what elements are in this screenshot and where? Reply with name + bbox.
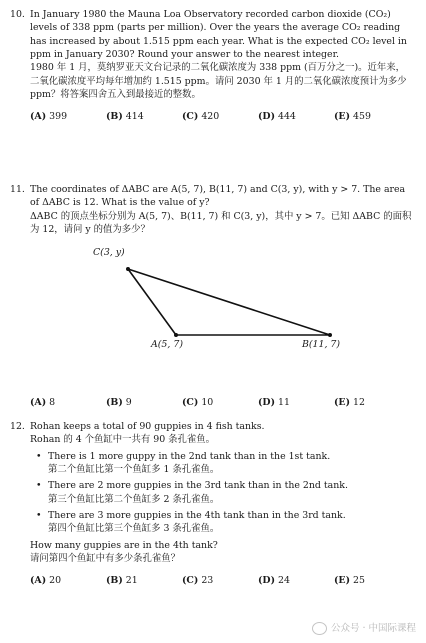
question-10 [10,8,414,124]
question-text-cn: 1980 年 1 月，莫纳罗亚天文台记录的二氧化碳浓度为 338 ppm (百万分之一)。近年来，二氧化碳浓度平均每年增加约 1.515 ppm。请问 2030 年 1 月的二氧化碳浓度预计为多少 ppm？将答案四舍五入到最接近的整数。 [30,62,407,101]
watermark [312,622,416,635]
vertex-b [328,333,332,337]
question-text-en: Rohan keeps a total of 90 guppies in 4 fish tanks. [30,421,265,432]
condition-text-cn: 第二个鱼缸比第一个鱼缸多 1 条孔雀鱼。 [48,464,220,476]
wechat-icon [312,622,327,635]
question-text-en: The coordinates of ΔABC are A(5, 7), B(11, 7) and C(3, y), with y > 7. The area of ΔABC is 12. What is the value of y? [30,184,406,209]
condition-list [30,450,414,536]
choice-e[interactable]: (E) 459 [334,111,371,123]
question-text-cn: ΔABC 的顶点坐标分别为 A(5, 7)、B(11, 7) 和 C(3, y)，其中 y > 7。已知 ΔABC 的面积为 12，请问 y 的值为多少？ [30,210,412,236]
answer-choices [30,110,414,123]
question-text-en: In January 1980 the Mauna Loa Observatory recorded carbon dioxide (CO₂) levels of 338 ppm (parts per million). Over the years the average CO₂ reading has increased by about 1.515 ppm each year. What is the expected CO₂ level in ppm in January 2030? Round your answer to the nearest integer. [30,9,407,61]
question-number: 11. [10,184,25,195]
answer-choices [30,574,414,587]
question-number: 10. [10,9,25,20]
question-12 [10,420,414,588]
choice-b[interactable]: (B) 21 [106,575,138,587]
vertex-c [126,267,130,271]
choice-d[interactable]: (D) 444 [258,111,296,123]
choice-c[interactable]: (C) 10 [182,397,214,409]
label-b: B(11, 7) [302,339,341,351]
sub-question-en: How many guppies are in the 4th tank? [30,539,218,551]
vertex-a [174,333,178,337]
condition-item [30,450,414,477]
choice-d[interactable]: (D) 24 [258,575,290,587]
triangle-abc [128,269,330,335]
choice-a[interactable]: (A) 8 [30,397,56,409]
question-number: 12. [10,421,25,432]
label-c: C(3, y) [93,247,125,259]
condition-text-en: • There are 2 more guppies in the 3rd tank than in the 2nd tank. [48,480,348,492]
choice-e[interactable]: (E) 12 [334,397,365,409]
question-11 [10,183,414,410]
triangle-svg [30,236,414,368]
choice-a[interactable]: (A) 20 [30,575,62,587]
sub-question-cn: 请问第四个鱼缸中有多少条孔雀鱼？ [30,553,181,565]
choice-b[interactable]: (B) 9 [106,397,132,409]
label-a: A(5, 7) [151,339,183,351]
condition-text-en: • There are 3 more guppies in the 4th tank than in the 3rd tank. [48,510,346,522]
triangle-diagram [30,236,414,368]
choice-b[interactable]: (B) 414 [106,111,144,123]
question-text-cn: Rohan 的 4 个鱼缸中一共有 90 条孔雀鱼。 [30,434,216,446]
condition-item [30,509,414,536]
choice-a[interactable]: (A) 399 [30,111,68,123]
choice-c[interactable]: (C) 420 [182,111,220,123]
condition-text-cn: 第三个鱼缸比第二个鱼缸多 2 条孔雀鱼。 [48,493,220,505]
choice-e[interactable]: (E) 25 [334,575,365,587]
answer-choices [30,396,414,409]
watermark-text: 公众号 · 中国际课程 [330,622,416,634]
condition-text-en: • There is 1 more guppy in the 2nd tank than in the 1st tank. [48,450,331,462]
choice-c[interactable]: (C) 23 [182,575,214,587]
condition-item [30,479,414,506]
condition-text-cn: 第四个鱼缸比第三个鱼缸多 3 条孔雀鱼。 [48,523,220,535]
choice-d[interactable]: (D) 11 [258,397,290,409]
